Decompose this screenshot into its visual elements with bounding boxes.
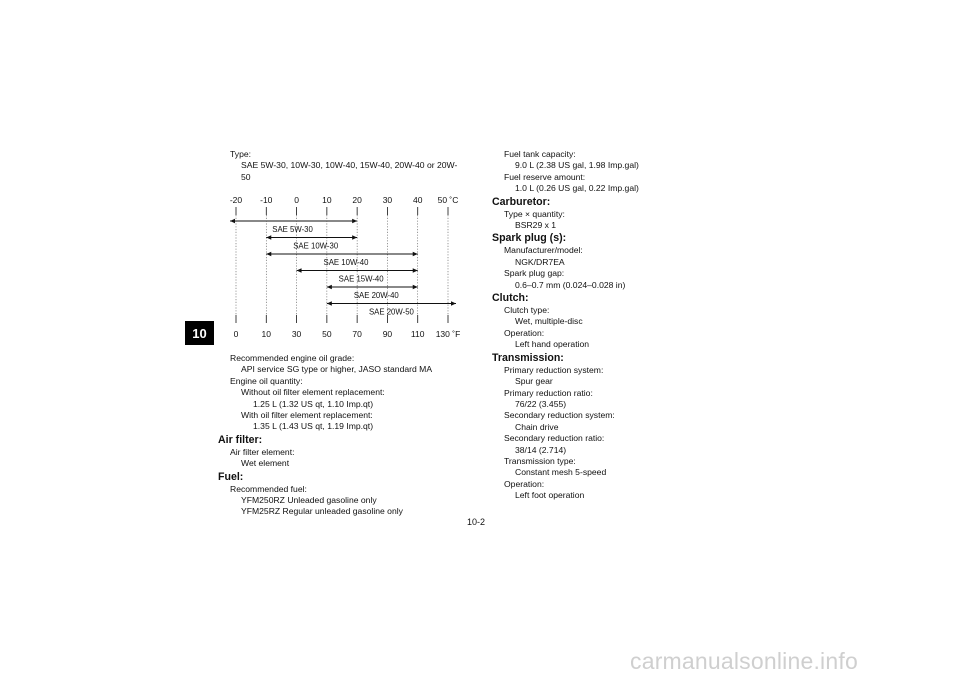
section-heading: Fuel:: [218, 470, 244, 483]
celsius-tick-label: 40: [412, 195, 423, 205]
spec-line: Fuel tank capacity:: [504, 149, 576, 159]
spec-line: YFM25RZ Regular unleaded gasoline only: [241, 506, 403, 517]
spec-line: API service SG type or higher, JASO standard MA: [241, 364, 433, 375]
spec-line: Secondary reduction ratio:: [504, 433, 605, 444]
arrow-right-icon: [451, 301, 456, 306]
spec-line: 0.6–0.7 mm (0.024–0.028 in): [515, 279, 626, 290]
spec-line: Secondary reduction system:: [504, 410, 615, 421]
celsius-tick-label: 30: [382, 195, 393, 205]
spec-line: Chain drive: [515, 421, 559, 432]
fahrenheit-tick-label: 50: [322, 329, 332, 339]
spec-line: 50: [241, 171, 251, 182]
celsius-tick-label: 0: [294, 195, 299, 205]
spec-line: Operation:: [504, 478, 545, 489]
arrow-right-icon: [413, 268, 418, 273]
arrow-right-icon: [413, 252, 418, 257]
arrow-left-icon: [327, 285, 332, 290]
spec-line: YFM250RZ Unleaded gasoline only: [241, 495, 377, 506]
fahrenheit-tick-label: 90: [382, 329, 393, 339]
arrow-right-icon: [352, 235, 357, 240]
spec-line: Air filter element:: [230, 446, 295, 457]
celsius-tick-label: 50 ˚C: [437, 195, 459, 205]
series-label: SAE 20W-50: [368, 307, 414, 317]
page-number: 10-2: [467, 517, 486, 527]
arrow-left-icon: [230, 219, 235, 224]
left-column-top: [218, 149, 478, 183]
spec-line: Type × quantity:: [504, 208, 565, 219]
spec-line: Type:: [230, 149, 252, 159]
celsius-tick-label: 20: [352, 195, 362, 205]
spec-line: Primary reduction ratio:: [504, 387, 593, 398]
celsius-tick-label: -20: [229, 195, 243, 205]
spec-line: With oil filter element replacement:: [241, 410, 373, 421]
arrow-left-icon: [266, 252, 271, 257]
spec-line: Recommended engine oil grade:: [230, 353, 355, 363]
fahrenheit-tick-label: 0: [233, 329, 239, 339]
spec-line: Constant mesh 5-speed: [515, 467, 607, 478]
section-heading: Spark plug (s):: [492, 232, 567, 245]
arrow-right-icon: [352, 219, 357, 224]
spec-line: 9.0 L (2.38 US gal, 1.98 Imp.gal): [515, 160, 639, 171]
spec-line: 1.0 L (0.26 US gal, 0.22 Imp.gal): [515, 183, 639, 194]
spec-line: 1.25 L (1.32 US qt, 1.10 Imp.qt): [253, 398, 374, 409]
spec-line: 38/14 (2.714): [515, 444, 567, 455]
section-heading: Carburetor:: [492, 195, 551, 208]
celsius-tick-label: -10: [260, 195, 273, 205]
spec-line: Recommended fuel:: [230, 483, 307, 494]
spec-line: Manufacturer/model:: [504, 245, 583, 256]
arrow-left-icon: [266, 235, 271, 240]
celsius-tick-label: 10: [322, 195, 332, 205]
arrow-left-icon: [297, 268, 302, 273]
spec-line: Transmission type:: [504, 455, 576, 466]
oil-viscosity-chart: [218, 193, 468, 343]
watermark: carmanualsonline.info: [630, 648, 858, 674]
left-column-bottom: [218, 353, 478, 518]
spec-line: Clutch type:: [504, 305, 550, 316]
section-heading: Air filter:: [218, 433, 263, 446]
spec-line: Operation:: [504, 327, 545, 338]
section-heading: Transmission:: [492, 351, 564, 364]
spec-line: Engine oil quantity:: [230, 375, 303, 386]
fahrenheit-tick-label: 70: [352, 329, 362, 339]
series-label: SAE 20W-40: [353, 291, 399, 300]
spec-line: SAE 5W-30, 10W-30, 10W-40, 15W-40, 20W-40 or 20W-: [241, 160, 458, 171]
fahrenheit-tick-label: 130 ˚F: [435, 329, 461, 339]
series-label: SAE 10W-40: [323, 258, 369, 267]
spec-line: Without oil filter element replacement:: [241, 387, 385, 398]
spec-line: 76/22 (3.455): [515, 398, 567, 409]
fahrenheit-tick-label: 30: [291, 329, 302, 339]
series-label: SAE 5W-30: [272, 225, 313, 234]
spec-line: Wet element: [241, 458, 290, 469]
spec-line: NGK/DR7EA: [515, 256, 565, 267]
chapter-tab: 10: [185, 321, 214, 345]
series-label: SAE 10W-30: [293, 241, 339, 251]
fahrenheit-tick-label: 10: [261, 329, 272, 339]
spec-line: Wet, multiple-disc: [515, 316, 583, 327]
spec-line: Spur gear: [515, 376, 553, 387]
right-column: [492, 149, 692, 502]
arrow-left-icon: [327, 301, 332, 306]
spec-line: Spark plug gap:: [504, 268, 565, 279]
spec-line: Left hand operation: [515, 339, 590, 350]
spec-line: Fuel reserve amount:: [504, 171, 586, 182]
section-heading: Clutch:: [492, 292, 529, 305]
spec-line: Primary reduction system:: [504, 364, 604, 375]
spec-line: 1.35 L (1.43 US qt, 1.19 Imp.qt): [253, 421, 374, 432]
arrow-right-icon: [413, 285, 418, 290]
series-label: SAE 15W-40: [338, 274, 384, 284]
fahrenheit-tick-label: 110: [410, 329, 425, 339]
spec-line: BSR29 x 1: [515, 220, 557, 231]
spec-line: Left foot operation: [515, 490, 585, 501]
